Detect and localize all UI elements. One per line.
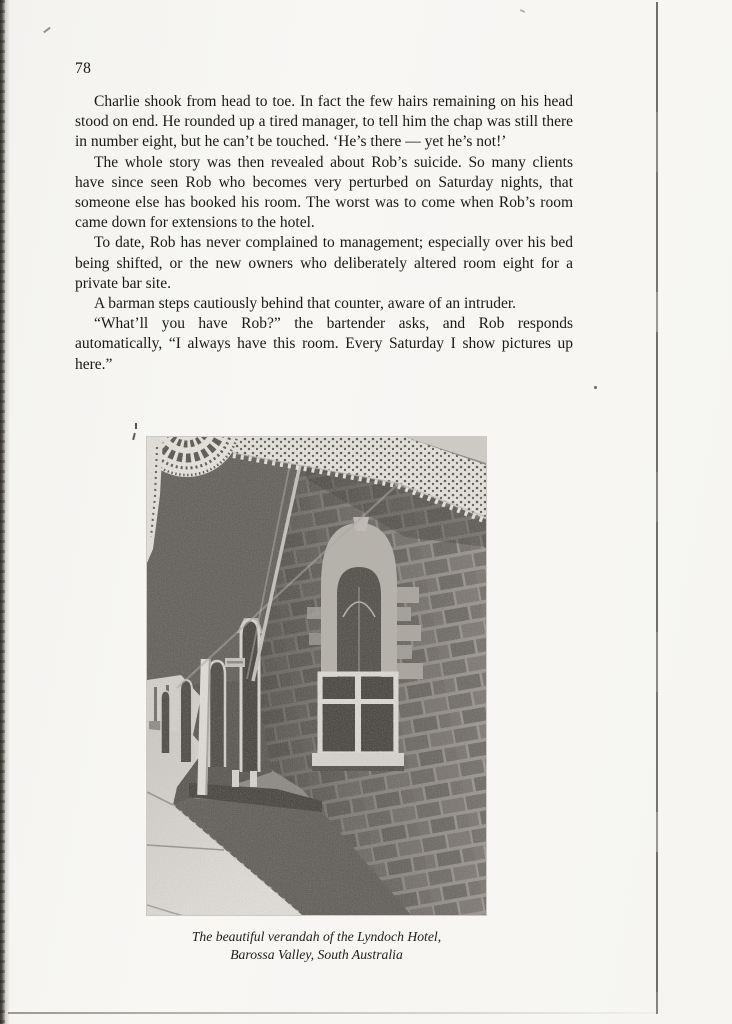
photo-caption-line-2: Barossa Valley, South Australia [230, 946, 403, 962]
photo-caption-line-1: The beautiful verandah of the Lyndoch Hotel, [191, 929, 442, 944]
scan-left-edge-streaks [0, 0, 5, 1024]
scan-speck [43, 27, 51, 34]
paragraph-3: To date, Rob has never complained to management; especially over his bed being shifted, or the new owners who deliberately altered room eight for a private bar site. [75, 234, 573, 292]
body-text [75, 92, 573, 375]
scan-bottom-edge [8, 1012, 656, 1014]
scan-speck [132, 433, 136, 440]
verandah-photo-image [147, 437, 486, 915]
scan-speck [135, 423, 137, 429]
photo-caption [147, 928, 486, 963]
scan-binding-line [656, 2, 658, 1014]
scan-speck [594, 386, 597, 389]
paragraph-1: Charlie shook from head to toe. In fact the few hairs remaining on his head stood on end. He rounded up a tired manager, to tell him the chap was still there in number eight, but he can’t be touched. ‘He’s there — yet he’s not!’ [75, 93, 573, 151]
page-number: 78 [75, 60, 92, 77]
scan-speck [520, 9, 525, 13]
paragraph-4: A barman steps cautiously behind that counter, aware of an intruder. [94, 295, 517, 313]
paragraph-5: “What’ll you have Rob?” the bartender asks, and Rob responds automatically, “I always have this room. Every Saturday I show pictures up here.” [75, 315, 573, 373]
paragraph-2: The whole story was then revealed about Rob’s suicide. So many clients have since seen Rob who becomes very perturbed on Saturday nights, that someone else has booked his room. The worst was to come when Rob’s room came down for extensions to the hotel. [75, 153, 573, 232]
verandah-photo-figure [147, 437, 486, 963]
